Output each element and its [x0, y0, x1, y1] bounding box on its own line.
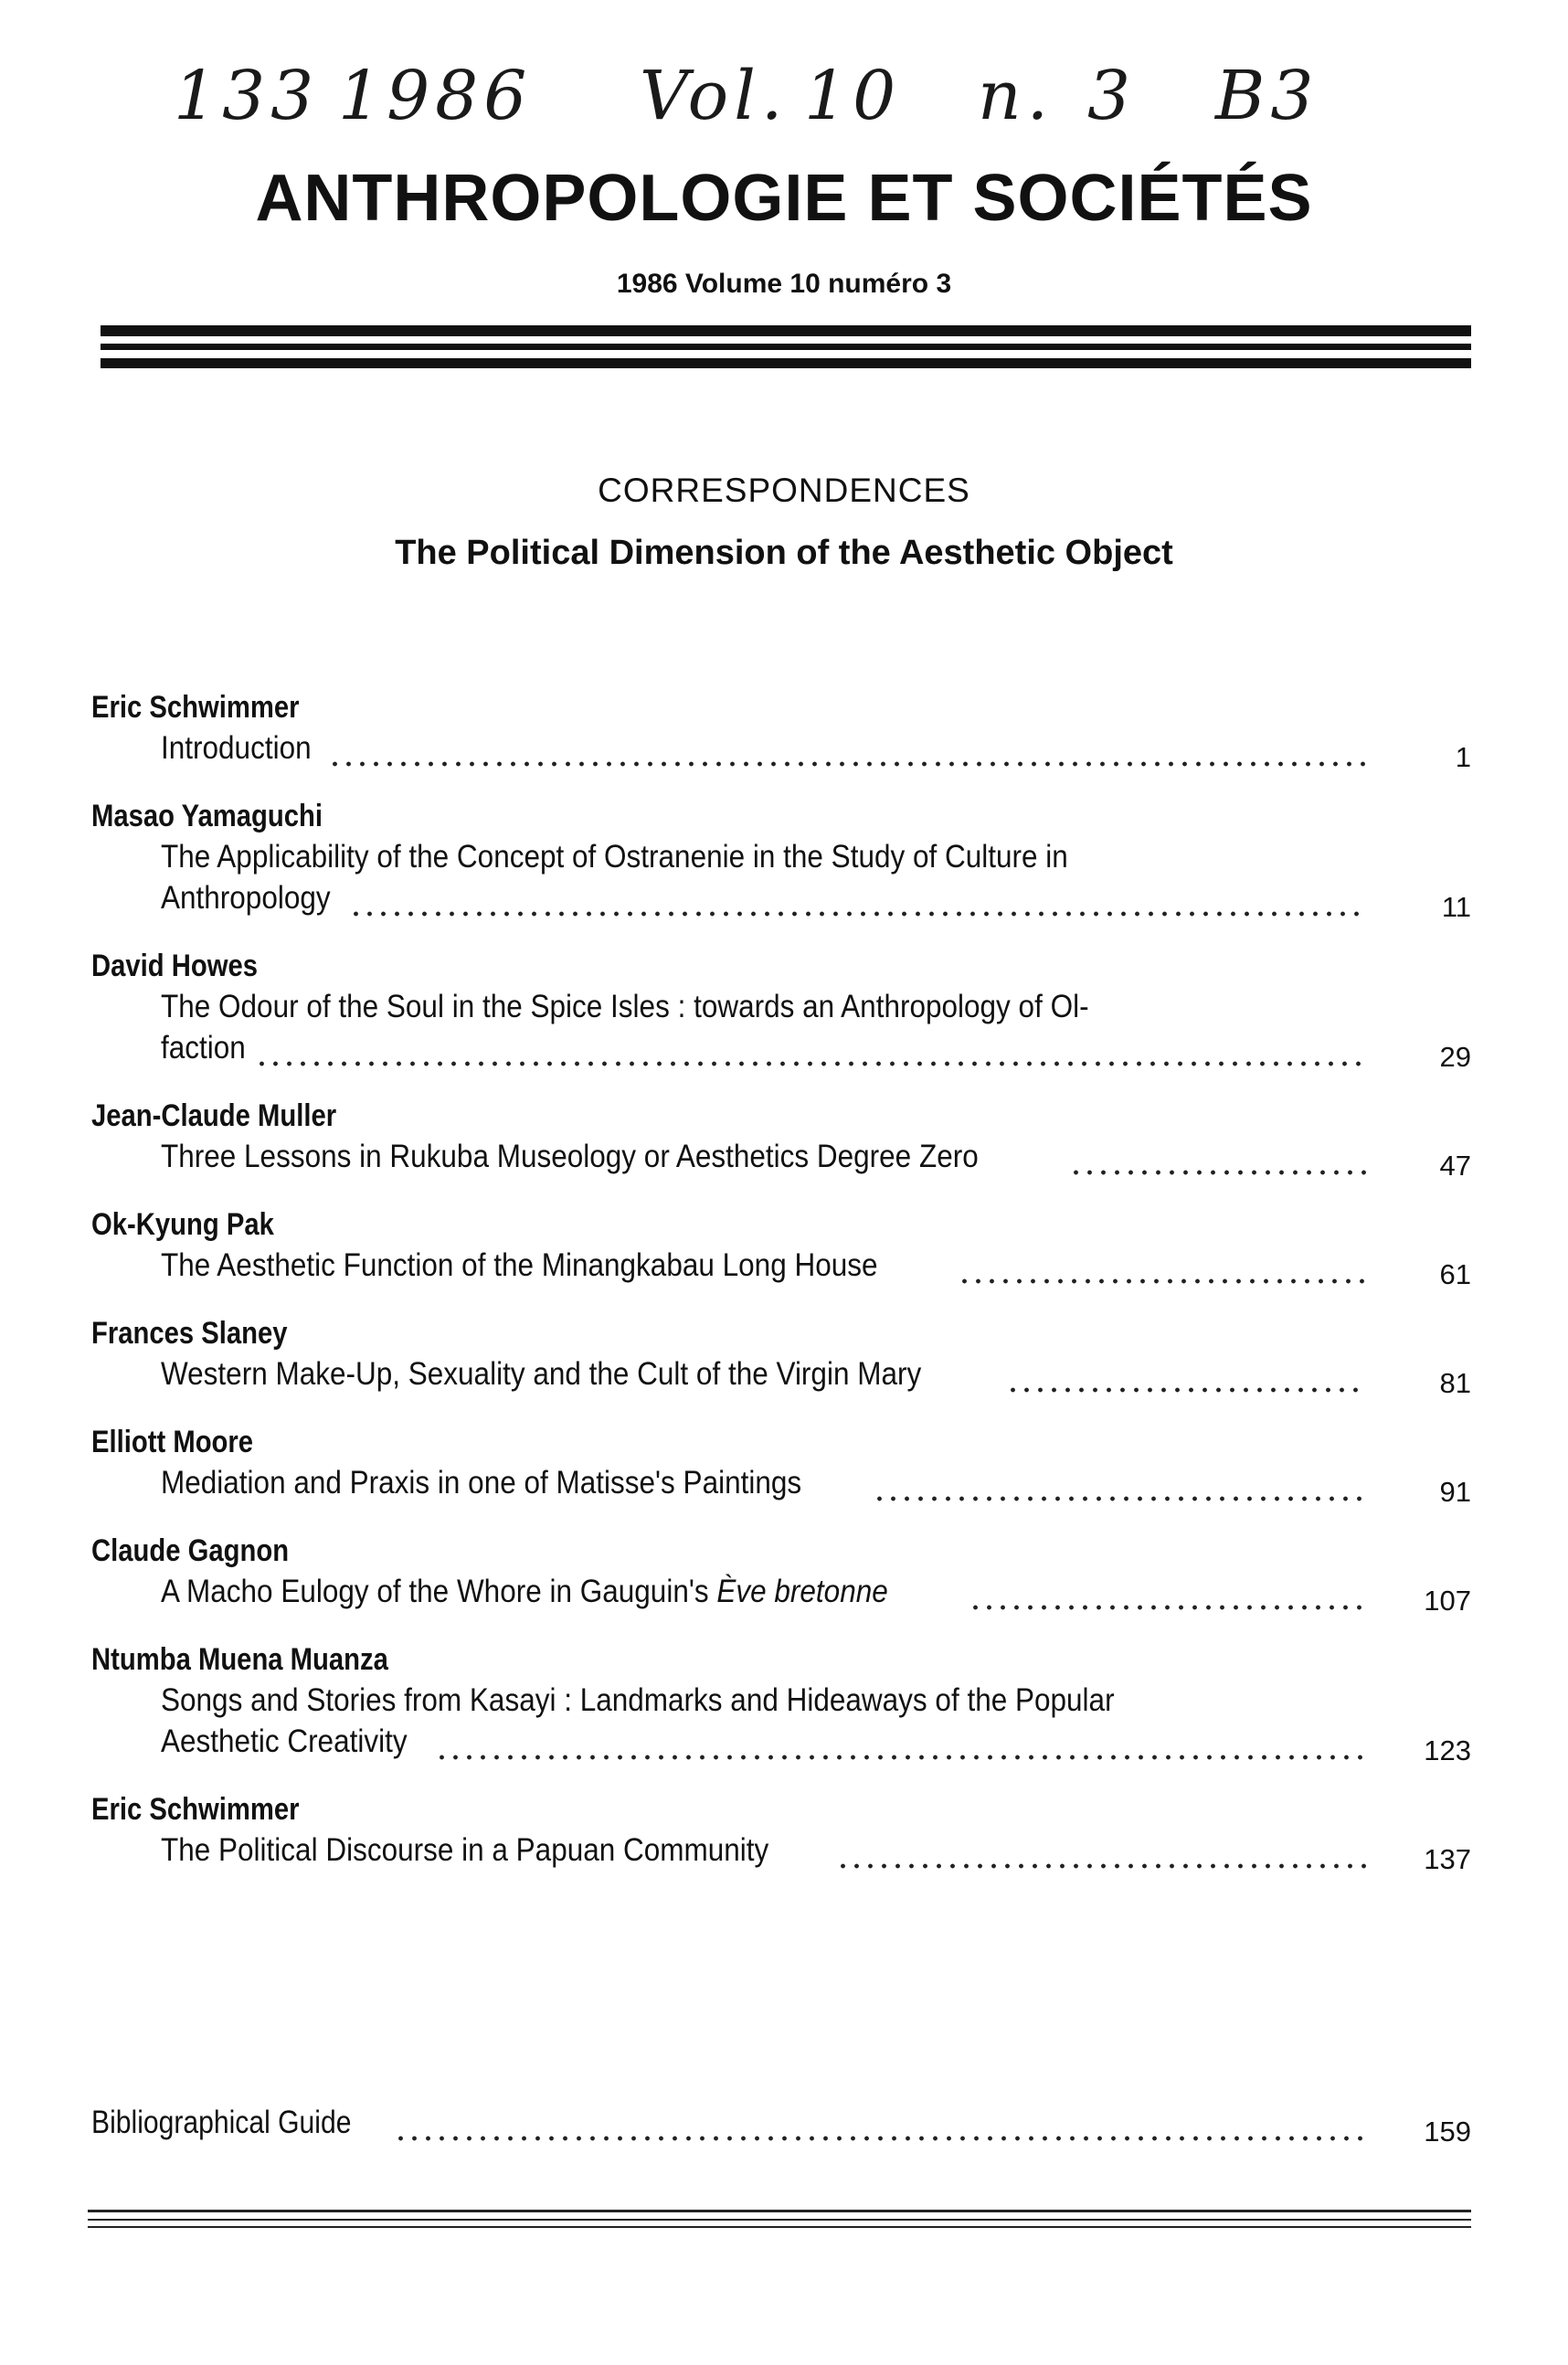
toc-leader-row — [161, 1571, 1471, 1617]
toc-leader-row — [161, 1462, 1471, 1508]
toc-entry — [91, 946, 1471, 1073]
dot-leader — [836, 1851, 1367, 1871]
toc-entry — [91, 1639, 1471, 1766]
toc-entry — [91, 1789, 1471, 1875]
handwritten-item: 1986 — [338, 57, 533, 135]
toc-title-text — [161, 1829, 768, 1871]
toc-article — [161, 1353, 1471, 1399]
header-rule — [101, 325, 1471, 336]
page-number: 159 — [1424, 2116, 1471, 2148]
toc-title-text — [161, 1027, 246, 1068]
page-number: 123 — [1424, 1734, 1471, 1766]
section-subtitle: The Political Dimension of the Aesthetic Object — [395, 534, 1173, 572]
handwritten-item: Vol. — [640, 57, 789, 135]
toc-article — [161, 727, 1471, 773]
page-number: 1 — [1455, 741, 1471, 773]
toc-leader-row — [161, 1353, 1471, 1399]
toc-leader-row — [161, 727, 1471, 773]
page-number: 137 — [1424, 1843, 1471, 1875]
toc-title-plain: A Macho Eulogy of the Whore in Gauguin's — [161, 1574, 709, 1609]
toc-entry — [91, 1204, 1471, 1290]
issue-line: 1986 Volume 10 numéro 3 — [616, 269, 952, 299]
toc-title-line: The Applicability of the Concept of Ostranenie in the Study of Culture in — [161, 839, 1068, 875]
dot-leader — [349, 898, 1367, 918]
toc-entry — [91, 1313, 1471, 1399]
toc-title-italic: Ève bretonne — [716, 1574, 888, 1609]
handwritten-item: 3 — [1087, 57, 1137, 135]
dot-leader — [958, 1266, 1367, 1286]
dot-leader — [394, 2123, 1367, 2143]
dot-leader — [328, 748, 1367, 769]
dot-leader — [255, 1048, 1367, 1068]
toc-entry — [91, 687, 1471, 773]
journal-title: ANTHROPOLOGIE ET SOCIÉTÉS — [255, 162, 1313, 235]
bibliography-entry — [91, 2102, 1471, 2148]
handwritten-item: n. — [978, 57, 1054, 135]
footer-rule — [88, 2210, 1471, 2212]
header-rule — [101, 344, 1471, 350]
dot-leader — [1006, 1374, 1367, 1395]
toc-entry — [91, 796, 1471, 923]
toc-author: Ntumba Muena Muanza — [91, 1642, 388, 1677]
handwritten-item: B3 — [1215, 57, 1319, 135]
page-number: 81 — [1439, 1367, 1471, 1399]
toc-title-plain: Anthropology — [161, 880, 331, 916]
bibliography-label: Bibliographical Guide — [91, 2105, 352, 2140]
toc-author: Jean-Claude Muller — [91, 1098, 337, 1133]
toc-article — [161, 986, 1471, 1073]
dot-leader — [969, 1592, 1367, 1612]
toc-leader-row — [161, 1829, 1471, 1875]
page-number: 47 — [1439, 1150, 1471, 1182]
toc-author: David Howes — [91, 949, 258, 983]
toc-article — [161, 1245, 1471, 1290]
footer-rule — [88, 2226, 1471, 2228]
toc-article — [161, 1136, 1471, 1182]
toc-title-text — [161, 1571, 888, 1612]
toc-title-plain: Western Make-Up, Sexuality and the Cult of the Virgin Mary — [161, 1356, 922, 1392]
toc-article — [161, 1462, 1471, 1508]
header-rule — [101, 358, 1471, 368]
toc-title-line: The Odour of the Soul in the Spice Isles : towards an Anthropology of Ol- — [161, 989, 1089, 1024]
dot-leader — [435, 1742, 1367, 1762]
toc-author: Claude Gagnon — [91, 1533, 290, 1568]
toc-author: Elliott Moore — [91, 1425, 254, 1459]
toc-leader-row — [161, 1027, 1471, 1073]
page-number: 11 — [1441, 891, 1471, 923]
toc-author: Eric Schwimmer — [91, 690, 300, 725]
handwritten-item: 133 — [174, 57, 320, 135]
toc-author: Frances Slaney — [91, 1316, 288, 1351]
toc-title-text — [161, 1353, 921, 1395]
toc-article — [161, 1680, 1471, 1766]
toc-article — [161, 836, 1471, 923]
toc-title-text — [161, 1721, 408, 1762]
toc-leader-row — [161, 1721, 1471, 1766]
toc-author: Ok-Kyung Pak — [91, 1207, 274, 1242]
toc-title-text — [161, 877, 331, 918]
toc-title-plain: faction — [161, 1030, 246, 1066]
toc-title-plain: Aesthetic Creativity — [161, 1723, 408, 1759]
toc-entry — [91, 1096, 1471, 1182]
toc-title-plain: Mediation and Praxis in one of Matisse's Paintings — [161, 1465, 802, 1501]
bibliography-row — [91, 2102, 1471, 2148]
toc-author: Masao Yamaguchi — [91, 799, 323, 833]
toc-entry — [91, 1531, 1471, 1617]
table-of-contents — [91, 687, 1471, 1898]
toc-title-text — [161, 1462, 801, 1503]
toc-entry — [91, 1422, 1471, 1508]
toc-leader-row — [161, 1136, 1471, 1182]
footer-rule — [88, 2219, 1471, 2221]
page-number: 91 — [1439, 1476, 1471, 1508]
page-number: 107 — [1424, 1585, 1471, 1617]
toc-title-plain: The Aesthetic Function of the Minangkabau Long House — [161, 1247, 878, 1283]
section-title: CORRESPONDENCES — [598, 472, 970, 509]
toc-title-text — [161, 1245, 878, 1286]
dot-leader — [1069, 1157, 1367, 1177]
toc-title-text — [161, 727, 312, 769]
toc-leader-row — [161, 1245, 1471, 1290]
toc-title-plain: Introduction — [161, 730, 312, 766]
toc-article — [161, 1571, 1471, 1617]
toc-title-line: Songs and Stories from Kasayi : Landmarks and Hideaways of the Popular — [161, 1682, 1115, 1718]
toc-title-plain: The Political Discourse in a Papuan Community — [161, 1832, 769, 1868]
page-number: 29 — [1439, 1041, 1471, 1073]
toc-author: Eric Schwimmer — [91, 1792, 300, 1827]
toc-title-plain: Three Lessons in Rukuba Museology or Aesthetics Degree Zero — [161, 1139, 979, 1174]
page-number: 61 — [1439, 1258, 1471, 1290]
toc-leader-row — [161, 877, 1471, 923]
dot-leader — [873, 1483, 1367, 1503]
handwritten-item: 10 — [804, 57, 902, 135]
toc-title-text — [161, 1136, 979, 1177]
toc-article — [161, 1829, 1471, 1875]
handwritten-call-number — [174, 57, 1453, 166]
